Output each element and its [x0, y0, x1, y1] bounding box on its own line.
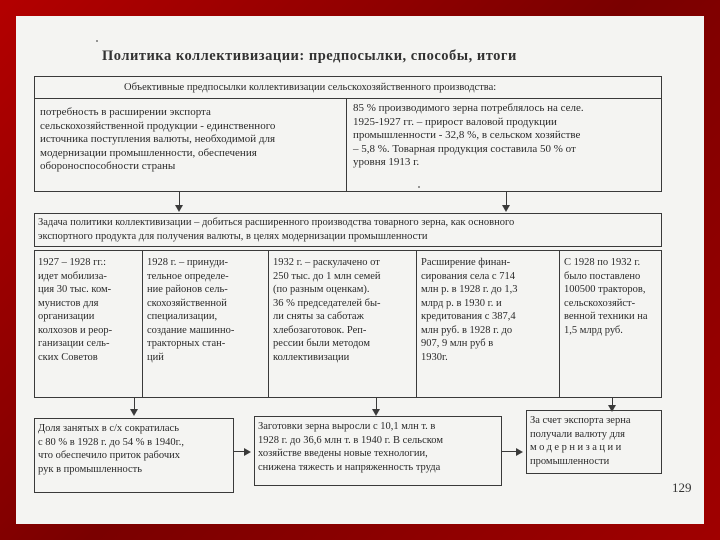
text-line: рук в промышленность	[38, 463, 143, 475]
text-line: промышленности	[530, 455, 610, 467]
text-line: специализации,	[147, 311, 218, 322]
arrow-down-icon	[502, 205, 510, 212]
scan-speck	[96, 40, 98, 42]
text-line: венной техники на	[564, 311, 648, 322]
page-number: 129	[672, 480, 692, 495]
text-line: организации	[38, 311, 95, 322]
text-line: хлебозаготовок. Реп-	[273, 324, 367, 336]
slide-page	[16, 16, 704, 524]
text-line: модернизации	[530, 442, 624, 453]
text-line: сельскохозяйственной продукции - единственного	[40, 119, 276, 132]
divider	[268, 250, 269, 398]
text-line: млн руб. в 1928 г. до	[421, 324, 513, 336]
text-line: промышленности - 32,8 %, в сельском хозяйстве	[353, 129, 581, 141]
text-line: Расширение финан-	[421, 257, 511, 268]
text-line: ция 30 тыс. ком-	[38, 284, 112, 295]
connector	[502, 451, 516, 452]
connector	[506, 192, 507, 206]
text-line: с 80 % в 1928 г. до 54 % в 1940г.,	[38, 436, 185, 448]
text-line: ций	[147, 351, 164, 363]
connector	[234, 451, 246, 452]
text-line: млрд р. в 1930 г. и	[421, 297, 502, 309]
divider	[142, 250, 143, 398]
method-mobilization	[38, 256, 140, 364]
task-text	[38, 216, 660, 243]
arrow-down-icon	[175, 205, 183, 212]
text-line: ние районов сель-	[147, 284, 228, 295]
text-line: обороноспособности страны	[40, 160, 176, 172]
scanned-page	[16, 16, 704, 524]
divider	[559, 250, 560, 398]
text-line: 1925-1927 гг. – прирост валовой продукции	[353, 115, 557, 128]
arrow-right-icon	[516, 448, 523, 456]
text-line: экспортного продукта для получения валюты, в целях модернизации промышленности	[38, 230, 428, 242]
text-line: получали валюту для	[530, 428, 625, 440]
text-line: было поставлено	[564, 270, 641, 282]
text-line: 1932 г. – раскулачено от	[273, 257, 380, 268]
text-line: Доля занятых в с/х сократилась	[38, 423, 179, 434]
arrow-right-icon	[244, 448, 251, 456]
text-line: 907, 9 млн руб в	[421, 338, 494, 349]
text-line: 1928 г. – принуди-	[147, 257, 229, 268]
connector	[179, 192, 180, 206]
text-line: сирования села с 714	[421, 270, 515, 282]
text-line: 250 тыс. до 1 млн семей	[273, 270, 381, 282]
text-line: коллективизации	[273, 351, 350, 363]
text-line: создание машинно-	[147, 324, 235, 336]
divider	[416, 250, 417, 398]
arrow-down-icon	[372, 409, 380, 416]
text-line: – 5,8 %. Товарная продукция составила 50 % от	[353, 142, 576, 155]
text-line: 1928 г. до 36,6 млн т. в 1940 г. В сельском	[258, 434, 444, 446]
text-line: (по разным оценкам).	[273, 284, 370, 295]
scan-speck	[418, 186, 420, 188]
text-line: Заготовки зерна выросли с 10,1 млн т. в	[258, 421, 436, 432]
text-line: модернизации промышленности, обеспечения	[40, 146, 257, 159]
text-line: 1930г.	[421, 351, 448, 363]
prereq-left-text	[40, 106, 340, 174]
text-line: мунистов для	[38, 297, 99, 309]
text-line: рессии были методом	[273, 338, 370, 349]
text-line: хозяйстве введены новые технологии,	[258, 448, 428, 459]
result-grain	[258, 420, 500, 474]
text-line: За счет экспорта зерна	[530, 415, 631, 426]
text-line: ганизации сель-	[38, 338, 110, 349]
text-line: 100500 тракторов,	[564, 284, 646, 295]
text-line: что обеспечило приток рабочих	[38, 450, 180, 461]
prereq-right-text	[353, 102, 658, 170]
text-line: ли сняты за саботаж	[273, 311, 364, 322]
text-line: сельскохозяйст-	[564, 297, 636, 309]
method-specialization	[147, 256, 265, 364]
text-line: колхозов и реор-	[38, 324, 113, 336]
text-line: ских Советов	[38, 351, 98, 363]
text-line: тракторных стан-	[147, 338, 226, 349]
text-line: потребность в расширении экспорта	[40, 106, 211, 118]
result-export	[530, 414, 660, 468]
text-line: 36 % председателей бы-	[273, 297, 381, 309]
result-employment	[38, 422, 232, 476]
text-line: источника поступления валюты, необходимой для	[40, 133, 276, 145]
text-line: 85 % производимого зерна потреблялось на селе.	[353, 102, 584, 114]
method-dekulakization	[273, 256, 413, 364]
text-line: снижена тяжесть и напряженность труда	[258, 461, 441, 473]
text-line: скохозяйственной	[147, 297, 227, 309]
page-title: Политика коллективизации: предпосылки, способы, итоги	[102, 48, 517, 64]
text-line: 1,5 млрд руб.	[564, 324, 623, 336]
text-line: уровня 1913 г.	[353, 156, 420, 168]
prerequisites-header: Объективные предпосылки коллективизации сельскохозяйственного производства:	[124, 82, 497, 93]
method-financing	[421, 256, 557, 364]
text-line: С 1928 по 1932 г.	[564, 257, 641, 268]
arrow-down-icon	[130, 409, 138, 416]
text-line: Задача политики коллективизации – добиться расширенного производства товарного зерна, как основного	[38, 217, 515, 228]
text-line: тельное определе-	[147, 270, 229, 282]
divider	[34, 98, 662, 99]
text-line: млн р. в 1928 г. до 1,3	[421, 284, 518, 295]
text-line: кредитования с 387,4	[421, 311, 516, 322]
divider	[346, 98, 347, 192]
text-line: 1927 – 1928 гг.:	[38, 257, 107, 268]
method-tractors	[564, 256, 660, 337]
text-line: идет мобилиза-	[38, 270, 107, 282]
